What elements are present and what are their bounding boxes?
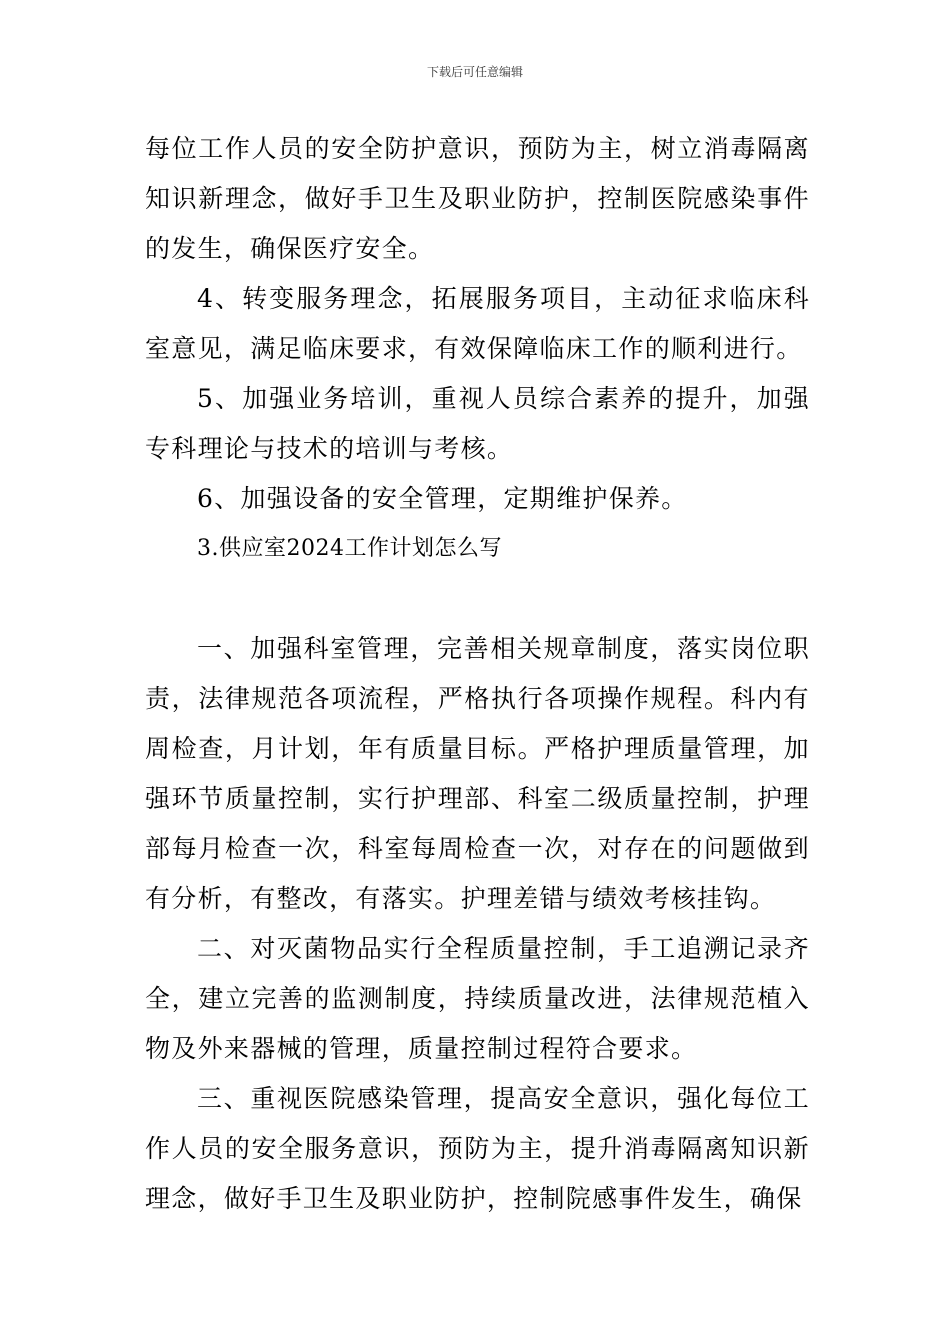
section-paragraph-3: 三、重视医院感染管理，提高安全意识，强化每位工作人员的安全服务意识，预防为主，提升消毒隔离知识新理念，做好手卫生及职业防护，控制院感事件发生，确保: [145, 1084, 810, 1213]
section-heading: 3.供应室2024工作计划怎么写: [197, 536, 502, 561]
blank-line: [145, 574, 810, 624]
section-paragraph-2: 二、对灭菌物品实行全程质量控制，手工追溯记录齐全，建立完善的监测制度，持续质量改进，法律规范植入物及外来器械的管理，质量控制过程符合要求。: [145, 934, 810, 1063]
paragraph-continuation: 每位工作人员的安全防护意识，预防为主，树立消毒隔离知识新理念，做好手卫生及职业防护，控制医院感染事件的发生，确保医疗安全。: [145, 134, 810, 263]
paragraph-item-6: 6、加强设备的安全管理，定期维护保养。: [197, 484, 688, 513]
document-body: [145, 124, 810, 1224]
paragraph-item-4: 4、转变服务理念，拓展服务项目，主动征求临床科室意见，满足临床要求，有效保障临床工作的顺利进行。: [145, 284, 810, 363]
page-header: 下载后可任意编辑: [426, 65, 523, 79]
section-paragraph-1: 一、加强科室管理，完善相关规章制度，落实岗位职责，法律规范各项流程，严格执行各项操作规程。科内有周检查，月计划，年有质量目标。严格护理质量管理，加强环节质量控制，实行护理部、科室二级质量控制，护理部每月检查一次，科室每周检查一次，对存在的问题做到有分析，有整改，有落实。护理差错与绩效考核挂钩。: [145, 634, 810, 913]
paragraph-item-5: 5、加强业务培训，重视人员综合素养的提升，加强专科理论与技术的培训与考核。: [145, 384, 810, 463]
